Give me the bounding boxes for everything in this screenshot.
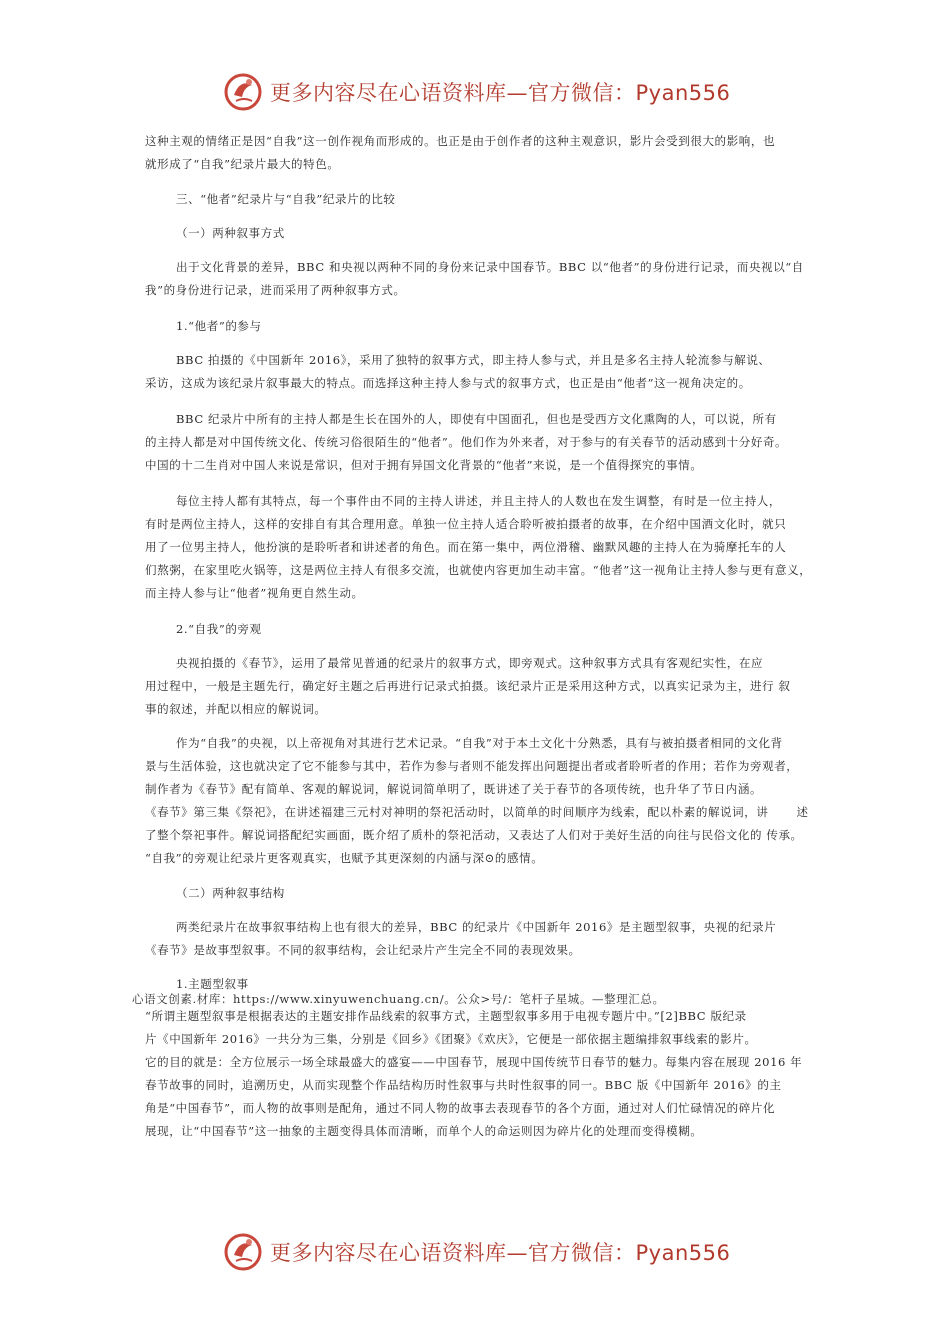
- paragraph-line: 中国的十二生肖对中国人来说是常识，但对于拥有异国文化背景的“他者”来说，是一个值得探究的事情。: [145, 458, 703, 472]
- paragraph-line: 有时是两位主持人，这样的安排自有其合理用意。单独一位主持人适合聆听被拍摄者的故事，在介绍中国酒文化时，就只: [145, 517, 787, 531]
- paragraph-line: 两类纪录片在故事叙事结构上也有很大的差异，BBC 的纪录片《中国新年 2016》是主题型叙事，央视的纪录片: [176, 920, 777, 934]
- brand-logo-icon: [222, 1231, 264, 1273]
- brand-logo-icon: [222, 71, 264, 113]
- paragraph-line: 片《中国新年 2016》一共分为三集，分别是《回乡》《团聚》《欢庆》，它便是一部依据主题编排叙事线索的影片。: [145, 1032, 757, 1046]
- paragraph-line: 角是“中国春节”，而人物的故事则是配角，通过不同人物的故事去表现春节的各个方面，通过对人们忙碌情况的碎片化: [145, 1101, 776, 1115]
- line-text-tail: 的感情。: [494, 851, 544, 865]
- subsection-heading: 2.“自我”的旁观: [176, 622, 262, 636]
- paragraph-line: 我”的身份进行记录，进而采用了两种叙事方式。: [145, 283, 406, 297]
- paragraph-line: 这种主观的情绪正是因“自我”这一创作视角而形成的。也正是由于创作者的这种主观意识，影片会受到很大的影响，也: [145, 134, 776, 148]
- subsection-heading: 1.“他者”的参与: [176, 319, 262, 333]
- banner-text: 更多内容尽在心语资料库—官方微信：Pyan556: [270, 1241, 731, 1265]
- paragraph-line: 们熬粥，在家里吃火锅等，这是两位主持人有很多交流，也就使内容更加生动丰富。“他者”这一视角让主持人参与更有意义，: [145, 563, 812, 577]
- header-banner: [222, 70, 742, 114]
- paragraph-line: 而主持人参与让“他者”视角更自然生动。: [145, 586, 364, 600]
- paragraph-line: 事的叙述，并配以相应的解说词。: [145, 702, 327, 716]
- paragraph-line: 就形成了“自我”纪录片最大的特色。: [145, 157, 340, 171]
- paragraph-line: 展现，让“中国春节”这一抽象的主题变得具体而清晰，而单个人的命运则因为碎片化的处理而变得模糊。: [145, 1124, 703, 1138]
- paragraph-line: 作为“自我”的央视，以上帝视角对其进行艺术记录。“自我”对于本土文化十分熟悉，具有与被拍摄者相同的文化背: [176, 736, 783, 750]
- paragraph-line: BBC 拍摄的《中国新年 2016》，采用了独特的叙事方式，即主持人参与式，并且是多名主持人轮流参与解说、: [176, 353, 771, 367]
- paragraph-line: [145, 804, 815, 820]
- paragraph-line: 制作者为《春节》配有简单、客观的解说词，解说词简单明了，既讲述了关于春节的各项传统，也升华了节日内涵。: [145, 782, 763, 796]
- paragraph-line: 的主持人都是对中国传统文化、传统习俗很陌生的“他者”。他们作为外来者，对于参与的有关春节的活动感到十分好奇。: [145, 435, 788, 449]
- paragraph-line: [145, 850, 815, 866]
- subsection-heading: 1.主题型叙事: [176, 977, 249, 991]
- paragraph-line: 每位主持人都有其特点，每一个事件由不同的主持人讲述，并且主持人的人数也在发生调整，有时是一位主持人，: [176, 494, 781, 508]
- section-heading: 三、“他者”纪录片与“自我”纪录片的比较: [176, 192, 396, 206]
- line-text: 《春节》第三集《祭祀》，在讲述福建三元村对神明的祭祀活动时，以简单的时间顺序为线索，配以朴素的解说词，讲: [145, 805, 769, 819]
- unknown-glyph-icon: ⊙: [484, 851, 495, 865]
- paragraph-line: 春节故事的同时，追溯历史，从而实现整个作品结构历时性叙事与共时性叙事的同一。BBC 版《中国新年 2016》的主: [145, 1078, 782, 1092]
- paragraph-line: 央视拍摄的《春节》，运用了最常见普通的纪录片的叙事方式，即旁观式。这种叙事方式具有客观纪实性，在应: [176, 656, 764, 670]
- paragraph-line: “所谓主题型叙事是根据表达的主题安排作品线索的叙事方式，主题型叙事多用于电视专题片中。”[2]BBC 版纪录: [145, 1009, 747, 1023]
- paragraph-line: 采访，这成为该纪录片叙事最大的特点。而选择这种主持人参与式的叙事方式，也正是由“他者”这一视角决定的。: [145, 376, 751, 390]
- paragraph-line: BBC 纪录片中所有的主持人都是生长在国外的人，即使有中国面孔，但也是受西方文化熏陶的人，可以说，所有: [176, 412, 777, 426]
- line-text-tail: 述: [796, 805, 809, 819]
- paragraph-line: 用了一位男主持人，他扮演的是聆听者和讲述者的角色。而在第一集中，两位滑稽、幽默风趣的主持人在为骑摩托车的人: [145, 540, 787, 554]
- banner-text: 更多内容尽在心语资料库—官方微信：Pyan556: [270, 81, 731, 105]
- paragraph-line: 景与生活体验，这也就决定了它不能参与其中，若作为参与者则不能发挥出问题提出者或者聆听者的作用；若作为旁观者，: [145, 759, 799, 773]
- subsection-heading: （二）两种叙事结构: [176, 886, 285, 900]
- line-text: “自我”的旁观让纪录片更客观真实，也赋予其更深刻的内涵与深: [145, 851, 485, 865]
- footer-banner: [222, 1230, 742, 1274]
- paragraph-line: 《春节》是故事型叙事。不同的叙事结构，会让纪录片产生完全不同的表现效果。: [145, 943, 581, 957]
- paragraph-line: 用过程中，一般是主题先行，确定好主题之后再进行记录式拍摄。该纪录片正是采用这种方式，以真实记录为主，进行 叙: [145, 679, 791, 693]
- source-note: 心语文创素.材库：https://www.xinyuwenchuang.cn/。公众>号/：笔杆子星城。—整理汇总。: [132, 992, 665, 1006]
- subsection-heading: （一）两种叙事方式: [176, 226, 285, 240]
- paragraph-line: 了整个祭祀事件。解说词搭配纪实画面，既介绍了质朴的祭祀活动，又表达了人们对于美好生活的向往与民俗文化的 传承。: [145, 828, 803, 842]
- paragraph-line: 它的目的就是：全方位展示一场全球最盛大的盛宴——中国春节，展现中国传统节日春节的魅力。每集内容在展现 2016 年: [145, 1055, 803, 1069]
- paragraph-line: 出于文化背景的差异，BBC 和央视以两种不同的身份来记录中国春节。BBC 以“他者”的身份进行记录，而央视以“自: [176, 260, 804, 274]
